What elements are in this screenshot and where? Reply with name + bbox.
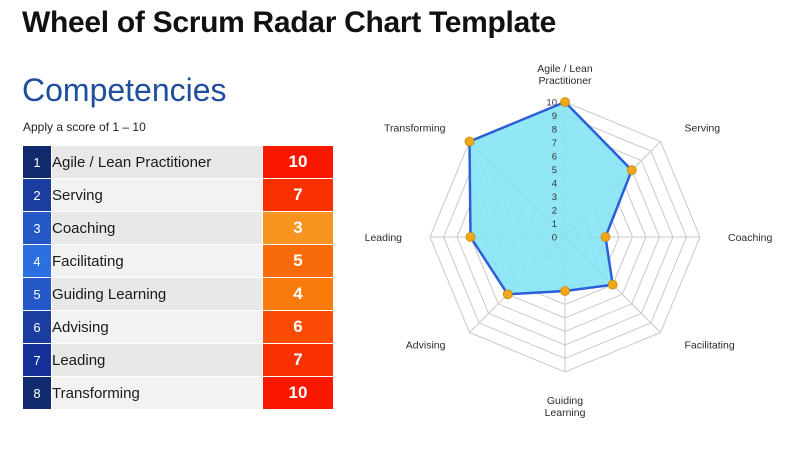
- instruction-text: Apply a score of 1 – 10: [23, 120, 146, 134]
- radar-data-point: [561, 98, 570, 107]
- radar-tick-label: 3: [551, 192, 557, 203]
- row-competency-label: Transforming: [52, 377, 263, 410]
- table-row: [23, 311, 334, 344]
- page-title: Wheel of Scrum Radar Chart Template: [22, 6, 557, 39]
- section-subtitle: Competencies: [22, 72, 227, 108]
- row-score-value: 5: [263, 245, 334, 278]
- row-competency-label: Serving: [52, 179, 263, 212]
- radar-axis-label: Coaching: [728, 232, 773, 244]
- row-score-value: 10: [263, 146, 334, 179]
- radar-axis-label: Agile / Lean Practitioner: [537, 63, 593, 87]
- radar-tick-label: 2: [551, 205, 557, 217]
- row-score-value: 7: [263, 344, 334, 377]
- radar-data-point: [627, 166, 636, 175]
- table-row: [23, 344, 334, 377]
- radar-tick-label: 4: [551, 178, 557, 190]
- row-competency-label: Coaching: [52, 212, 263, 245]
- table-row: [23, 245, 334, 278]
- radar-tick-label: 7: [551, 138, 557, 149]
- row-competency-label: Facilitating: [52, 245, 263, 278]
- radar-tick-label: 8: [551, 124, 557, 136]
- radar-chart: [350, 52, 780, 452]
- radar-axis-label: Serving: [684, 122, 721, 135]
- radar-axis-label: Facilitating: [684, 339, 735, 352]
- radar-data-point: [466, 233, 475, 242]
- row-index: 6: [23, 311, 52, 344]
- table-row: [23, 278, 334, 311]
- radar-tick-label: 9: [551, 111, 557, 122]
- radar-data-point: [503, 290, 512, 299]
- radar-chart-svg: [350, 52, 780, 452]
- table-row: [23, 146, 334, 179]
- radar-axis-label: Guiding Learning: [544, 395, 586, 419]
- table-body: [23, 146, 334, 410]
- radar-axis-label: Transforming: [384, 122, 446, 135]
- row-score-value: 10: [263, 377, 334, 410]
- row-index: 8: [23, 377, 52, 410]
- row-index: 2: [23, 179, 52, 212]
- radar-tick-label: 5: [551, 165, 557, 176]
- radar-data-point: [561, 287, 570, 296]
- row-index: 7: [23, 344, 52, 377]
- radar-tick-label: 0: [551, 232, 557, 244]
- competency-score-table: [22, 145, 334, 410]
- row-competency-label: Advising: [52, 311, 263, 344]
- radar-axis-label: Leading: [364, 232, 402, 244]
- row-score-value: 3: [263, 212, 334, 245]
- row-score-value: 4: [263, 278, 334, 311]
- table-row: [23, 377, 334, 410]
- radar-tick-label: 6: [551, 151, 557, 163]
- row-score-value: 7: [263, 179, 334, 212]
- table-row: [23, 179, 334, 212]
- radar-series-area: [470, 102, 632, 294]
- row-index: 1: [23, 146, 52, 179]
- row-competency-label: Guiding Learning: [52, 278, 263, 311]
- radar-data-point: [601, 233, 610, 242]
- radar-data-point: [465, 137, 474, 146]
- row-index: 4: [23, 245, 52, 278]
- radar-axis-label: Advising: [405, 339, 446, 352]
- row-competency-label: Leading: [52, 344, 263, 377]
- radar-tick-label: 1: [551, 219, 557, 230]
- radar-data-point: [608, 280, 617, 289]
- row-competency-label: Agile / Lean Practitioner: [52, 146, 263, 179]
- row-score-value: 6: [263, 311, 334, 344]
- row-index: 5: [23, 278, 52, 311]
- row-index: 3: [23, 212, 52, 245]
- radar-tick-label: 10: [546, 97, 557, 109]
- table-row: [23, 212, 334, 245]
